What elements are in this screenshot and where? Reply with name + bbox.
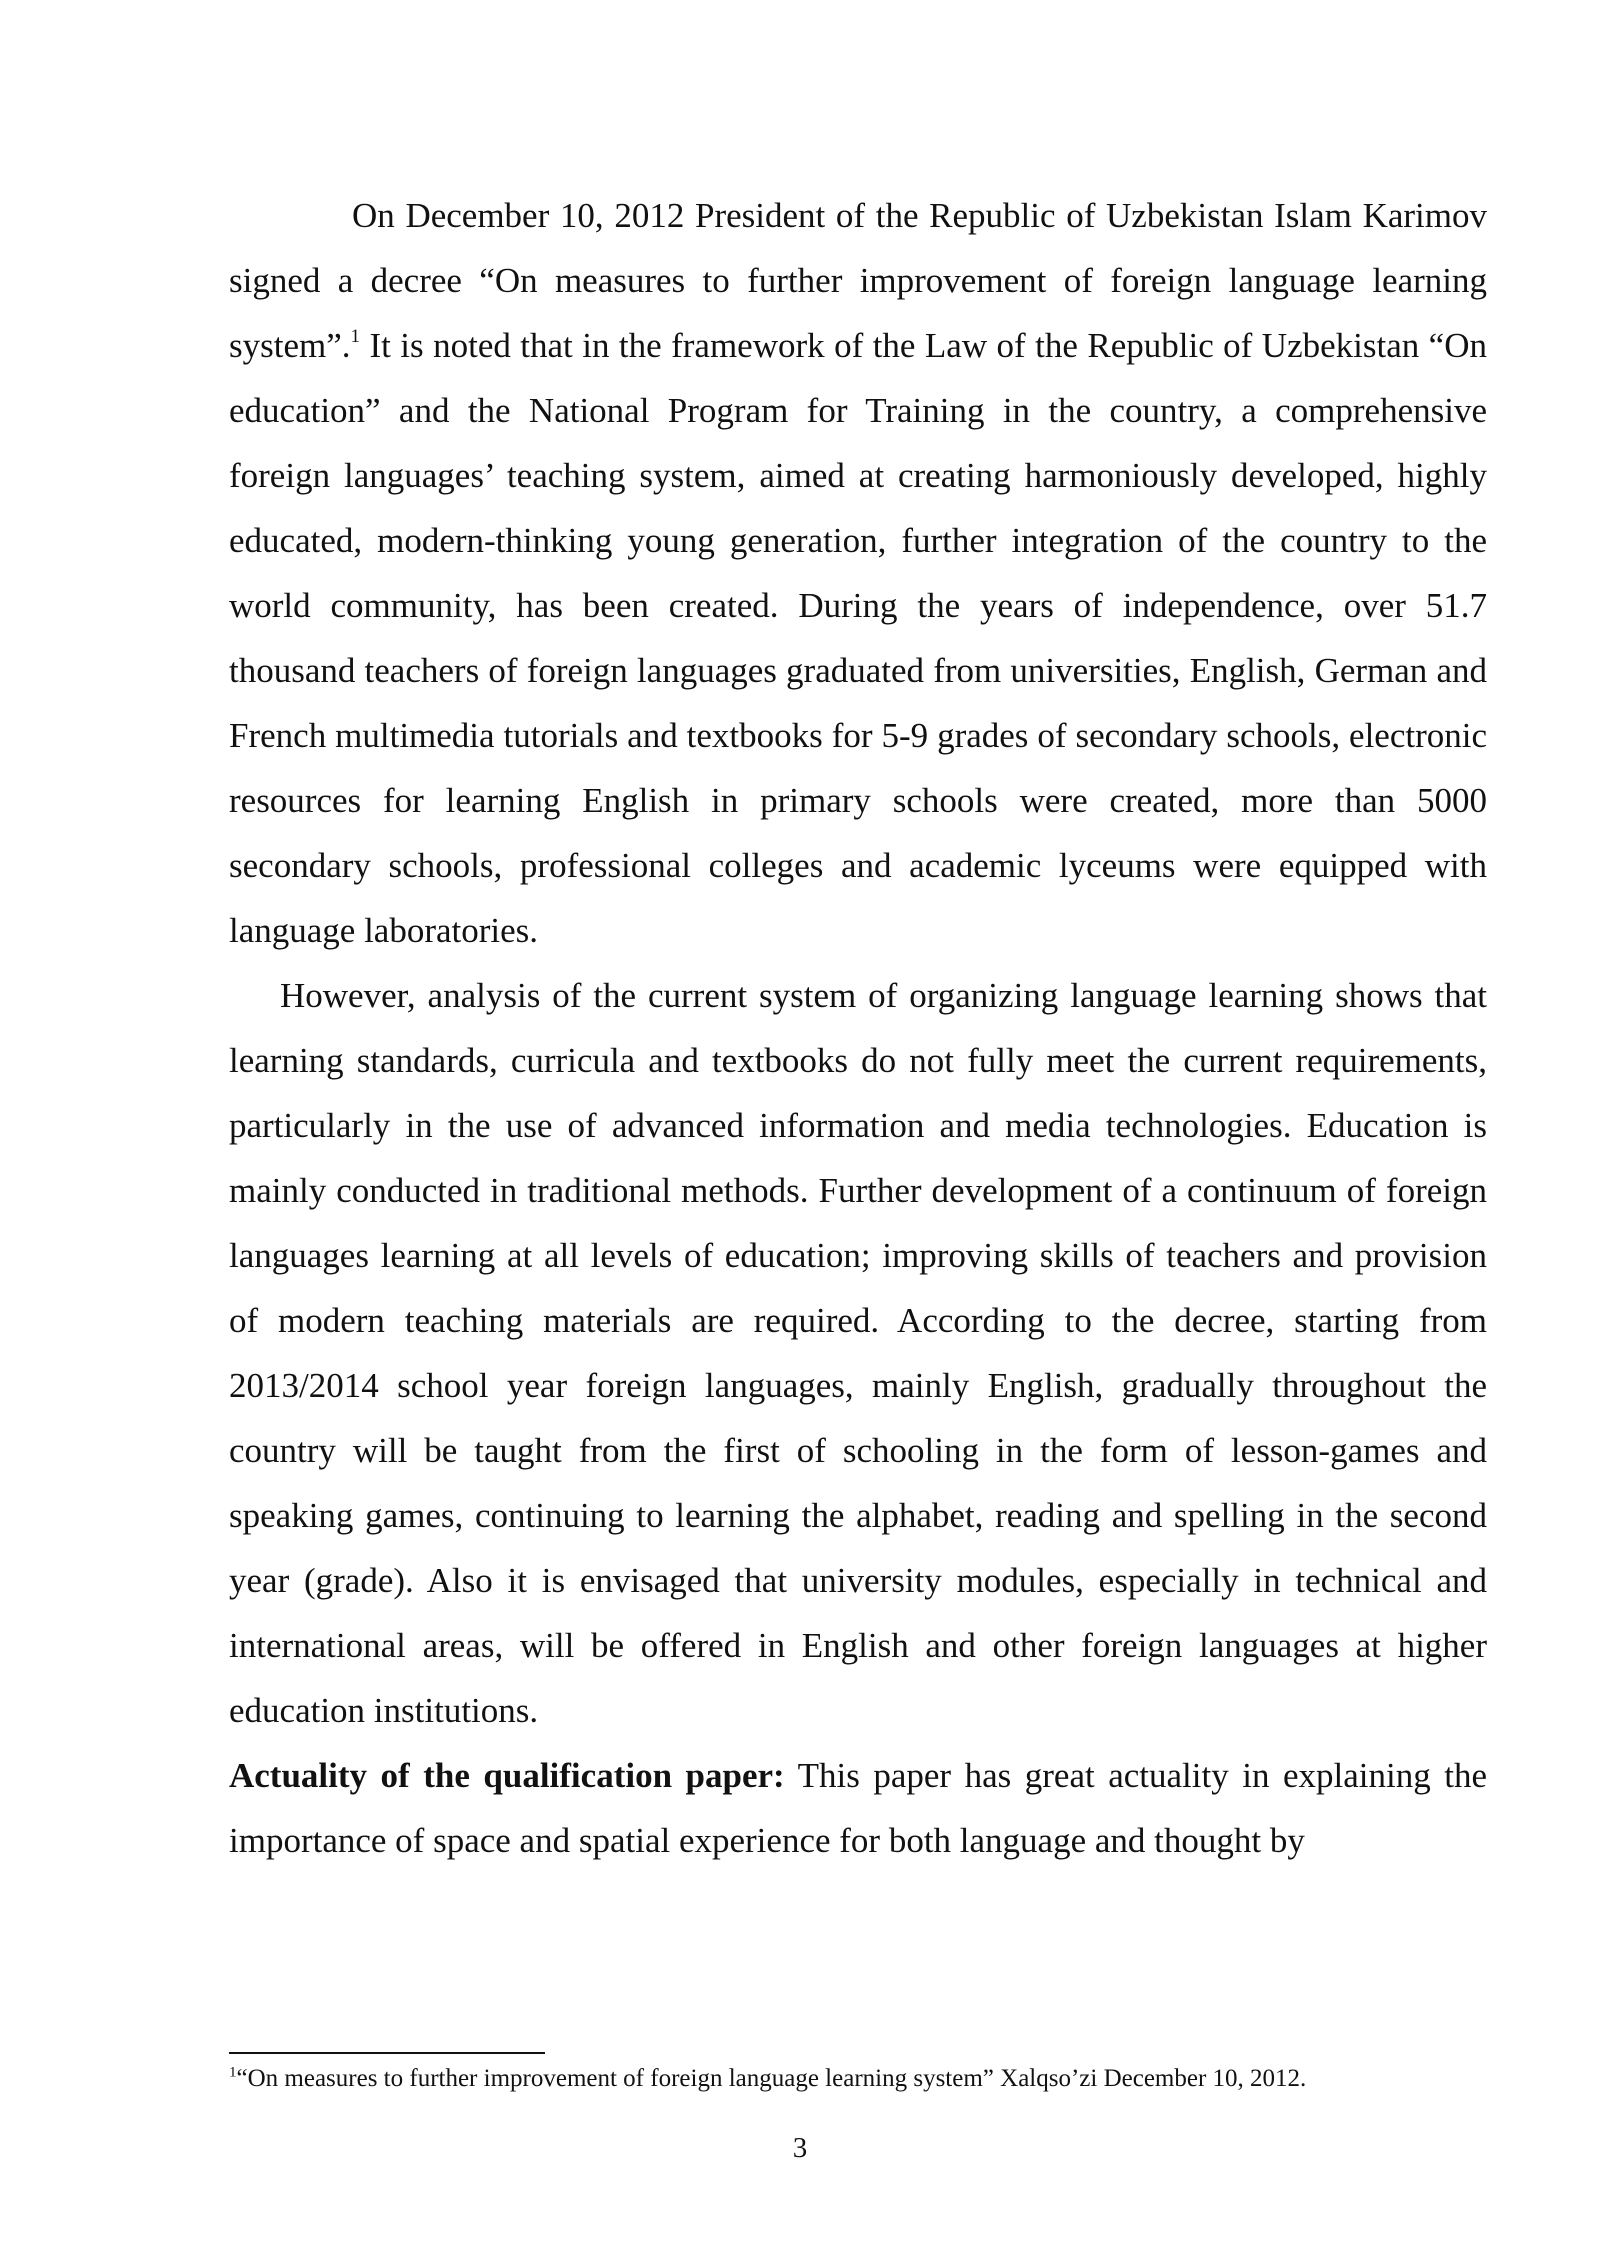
footnote-text: “On measures to further improvement of foreign language learning system” Xalqso’zi December 10, 2012. (236, 2065, 1307, 2092)
page-number: 3 (792, 2132, 808, 2164)
paragraph-decree (229, 183, 1487, 963)
footnote-reference[interactable]: 1 (350, 326, 361, 348)
body-text (229, 183, 1487, 1873)
paragraph-actuality (229, 1743, 1487, 1873)
footnote-separator (229, 2052, 545, 2054)
paragraph-analysis (229, 963, 1487, 1743)
paragraph-text: On December 10, 2012 President of the Republic of Uzbekistan Islam Karimov signed a decree “On measures to further improvement of foreign language learning system”. (229, 196, 1487, 365)
paragraph-text: It is noted that in the framework of the Law of the Republic of Uzbekistan “On education” and the National Program for Training in the country, a comprehensive foreign languages’ teaching system, aimed at creating harmoniously developed, highly educated, modern-thinking young generation, further integration of the country to the world community, has been created. During the years of independence, over 51.7 thousand teachers of foreign languages graduated from universities, English, German and French multimedia tutorials and textbooks for 5-9 grades of secondary schools, electronic resources for learning English in primary schools were created, more than 5000 secondary schools, professional colleges and academic lyceums were equipped with language laboratories. (229, 326, 1487, 950)
footnote (229, 2063, 1487, 2095)
paragraph-text: This paper has great actuality in explaining the importance of space and spatial experience for both language and thought by (229, 1756, 1487, 1860)
paragraph-text: However, analysis of the current system of organizing language learning shows that learning standards, curricula and textbooks do not fully meet the current requirements, particularly in the use of advanced information and media technologies. Education is mainly conducted in traditional methods. Further development of a continuum of foreign languages learning at all levels of education; improving skills of teachers and provision of modern teaching materials are required. According to the decree, starting from 2013/2014 school year foreign languages, mainly English, gradually throughout the country will be taught from the first of schooling in the form of lesson-games and speaking games, continuing to learning the alphabet, reading and spelling in the second year (grade). Also it is envisaged that university modules, especially in technical and international areas, will be offered in English and other foreign languages at higher education institutions. (229, 976, 1487, 1730)
section-heading: Actuality of the qualification paper: (229, 1756, 785, 1795)
footnote-marker: 1 (229, 2064, 237, 2081)
